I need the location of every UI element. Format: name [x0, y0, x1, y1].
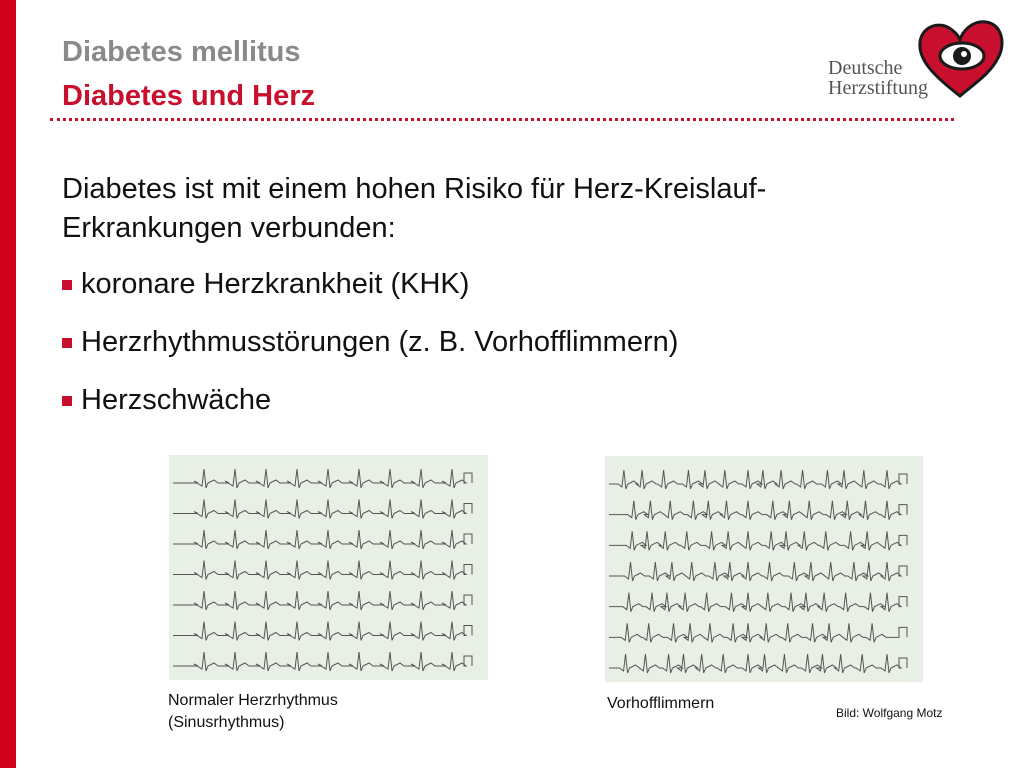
logo-wordmark: [828, 58, 928, 98]
ecg-trace-line: [173, 591, 472, 610]
caption-sinus-rhythm: Normaler Herzrhythmus (Sinusrhythmus): [168, 692, 338, 731]
ecg-trace-line: [173, 561, 472, 580]
ecg-trace-line: [173, 622, 472, 641]
slide-subtitle: Diabetes und Herz: [62, 80, 315, 112]
intro-text: Diabetes ist mit einem hohen Risiko für Herz-Kreislauf-Erkrankungen verbunden:: [62, 173, 767, 244]
bullet-item: Herzrhythmusstörungen (z. B. Vorhofflimmern): [62, 326, 678, 384]
ecg-trace-line: [609, 654, 907, 673]
bullet-list: [62, 268, 678, 442]
left-accent-bar: [0, 0, 16, 768]
ecg-trace-line: [609, 623, 907, 642]
ecg-trace-line: [173, 652, 472, 671]
logo-line-1: Deutsche: [828, 57, 903, 79]
dotted-divider: [50, 118, 954, 121]
ecg-trace-line: [609, 562, 907, 581]
ecg-sinus-rhythm-image: [169, 455, 488, 680]
ecg-trace-line: [173, 530, 472, 549]
ecg-trace-line: [173, 469, 472, 488]
ecg-trace-line: [609, 470, 907, 489]
ecg-atrial-fibrillation-image: [605, 456, 923, 682]
bullet-item: koronare Herzkrankheit (KHK): [62, 268, 678, 326]
caption-atrial-fibrillation: Vorhofflimmern: [607, 695, 715, 712]
herzstiftung-logo: [826, 18, 1006, 104]
ecg-trace-line: [609, 501, 907, 520]
bullet-item: Herzschwäche: [62, 384, 678, 442]
ecg-trace-line: [609, 531, 907, 550]
ecg-trace-line: [609, 593, 907, 612]
slide-title: Diabetes mellitus: [62, 36, 301, 68]
logo-line-2: Herzstiftung: [828, 77, 928, 99]
bullet-square-icon: [62, 338, 72, 348]
heart-eye-icon: [914, 18, 1006, 100]
bullet-square-icon: [62, 396, 72, 406]
bullet-square-icon: [62, 280, 72, 290]
ecg-trace-line: [173, 500, 472, 519]
image-credit: Bild: Wolfgang Motz: [836, 706, 943, 720]
